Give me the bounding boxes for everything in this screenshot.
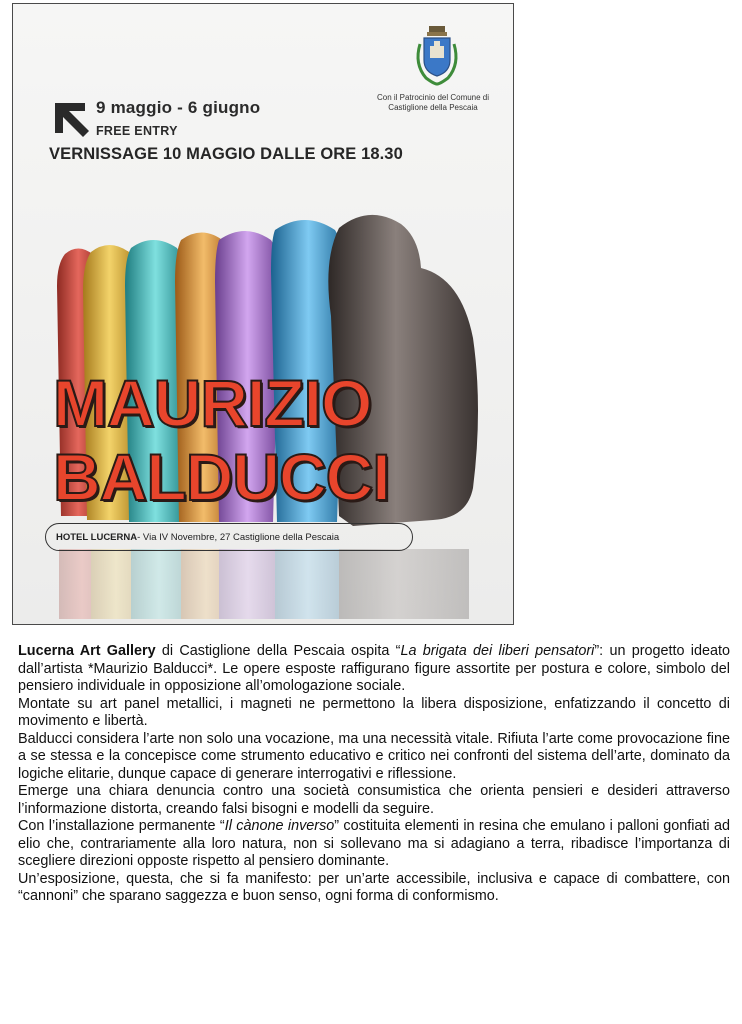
free-entry-label: FREE ENTRY (96, 124, 178, 138)
article-body (18, 643, 730, 906)
gallery-name: Lucerna Art Gallery (18, 643, 156, 659)
article-paragraph (18, 818, 730, 871)
article-text: Con l’installazione permanente “ (18, 818, 225, 834)
patronage-note: Con il Patrocinio del Comune di Castiglione della Pescaia (376, 93, 490, 112)
exhibition-poster (12, 3, 514, 625)
installation-title: Il cànone inverso (224, 818, 335, 834)
artist-first-name: MAURIZIO (53, 366, 372, 440)
article-paragraph: Un’esposizione, questa, che si fa manifesto: per un’arte accessibile, inclusiva e capace di combattere, con “cannoni” che sparano saggezza e buon senso, ogni forma di conformismo. (18, 870, 730, 904)
article-paragraph: Montate su art panel metallici, i magneti ne permettono la libera disposizione, enfatizzando il concetto di movimento e libertà. (18, 695, 730, 729)
coat-of-arms-icon (412, 24, 462, 88)
article-text: di Castiglione della Pescaia ospita “ (155, 643, 401, 659)
venue-name: HOTEL LUCERNA (56, 531, 138, 543)
article-text: ” costituita elementi in resina che emulano i palloni gonfiati ad elio che, contrariamente alla loro natura, non si sollevano ma si adagiano a terra, ribadisce l’importanza di scegliere direzioni opposte rispetto al pensiero dominante. (18, 818, 730, 869)
article-paragraph: Balducci considera l’arte non solo una vocazione, ma una necessità vitale. Rifiuta l’arte come provocazione fine a se stessa e la concepisce come strumento educativo e critico nei confronti del sistema dell’arte, dominato da logiche elitarie, dunque capace di generare interrogativi e riflessione. (18, 730, 730, 782)
exhibition-title: La brigata dei liberi pensatori (400, 643, 595, 659)
arrow-up-left-icon (51, 99, 91, 139)
venue-badge (45, 523, 413, 551)
venue-address: - Via IV Novembre, 27 Castiglione della Pescaia (137, 531, 340, 543)
vernissage-info: VERNISSAGE 10 MAGGIO DALLE ORE 18.30 (49, 145, 403, 163)
article-text: ”: un progetto ideato dall’artista *Maurizio Balducci*. Le opere esposte raffigurano figure assortite per postura e colore, simbolo del pensiero individuale in opposizione all’omologazione sociale. (18, 643, 731, 694)
artist-last-name: BALDUCCI (53, 440, 390, 514)
article-paragraph (18, 643, 730, 696)
exhibition-dates: 9 maggio - 6 giugno (96, 98, 261, 117)
article-paragraph: Emerge una chiara denuncia contro una società consumistica che orienta pensieri e desideri attraverso l’informazione distorta, creando falsi bisogni e modelli da seguire. (18, 783, 730, 817)
